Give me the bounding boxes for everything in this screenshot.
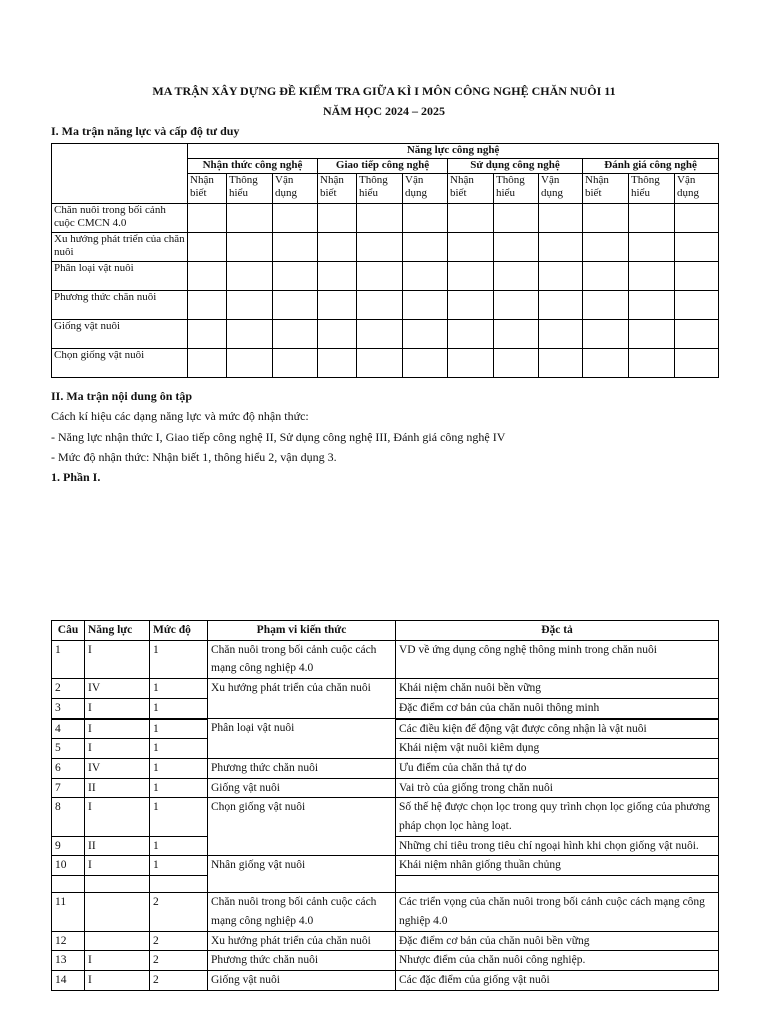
cell-cau: 12 — [52, 931, 85, 951]
matrix-cell — [318, 291, 357, 320]
matrix-cell — [357, 349, 403, 378]
cell-pham-vi: Giống vật nuôi — [208, 778, 396, 798]
matrix-cell — [188, 320, 227, 349]
cell-pham-vi: Xu hướng phát triển của chăn nuôi — [208, 679, 396, 718]
cell-muc-do: 1 — [150, 698, 208, 718]
cell-cau: 10 — [52, 856, 85, 876]
cell-dac-ta: Các đặc điểm của giống vật nuôi — [396, 970, 719, 990]
matrix-cell — [629, 262, 675, 291]
matrix-cell — [539, 349, 583, 378]
notes-line: - Mức độ nhận thức: Nhận biết 1, thông hiểu 2, vận dụng 3. — [51, 450, 337, 464]
matrix-cell — [188, 291, 227, 320]
table-row — [52, 931, 719, 951]
cell-dac-ta: Đặc điểm cơ bản của chăn nuôi bền vững — [396, 931, 719, 951]
cell-dac-ta: Các điều kiện để động vật được công nhận là vật nuôi — [396, 719, 719, 739]
cell-cau: 14 — [52, 970, 85, 990]
cell-dac-ta: Khái niệm nhân giống thuần chủng — [396, 856, 719, 876]
cell-pham-vi: Phân loại vật nuôi — [208, 718, 396, 758]
table-row — [52, 798, 719, 836]
matrix-cell — [403, 349, 448, 378]
row-label: Phân loại vật nuôi — [52, 262, 188, 291]
cell-nang-luc: I — [85, 640, 150, 678]
cell-muc-do: 1 — [150, 739, 208, 759]
matrix-cell — [273, 291, 318, 320]
cell-pham-vi: Nhân giống vật nuôi — [208, 856, 396, 893]
cell-muc-do: 1 — [150, 719, 208, 739]
cell-cau: 3 — [52, 698, 85, 718]
cell-dac-ta — [396, 876, 719, 893]
matrix-cell — [629, 233, 675, 262]
matrix-cell — [494, 291, 539, 320]
matrix-cell — [318, 262, 357, 291]
document-subtitle: NĂM HỌC 2024 – 2025 — [323, 104, 445, 118]
matrix-cell — [357, 204, 403, 233]
cell-nang-luc: I — [85, 970, 150, 990]
matrix-cell — [629, 291, 675, 320]
cell-muc-do: 1 — [150, 640, 208, 678]
group-header: Giao tiếp công nghệ — [318, 159, 448, 174]
matrix-cell — [675, 204, 719, 233]
matrix-cell — [227, 320, 273, 349]
matrix-cell — [494, 349, 539, 378]
document-title: MA TRẬN XÂY DỰNG ĐỀ KIỂM TRA GIỮA KÌ I MÔN CÔNG NGHỆ CHĂN NUÔI 11 — [152, 84, 616, 98]
cell-dac-ta: Các triển vọng của chăn nuôi trong bối cảnh cuộc cách mạng công nghiệp 4.0 — [396, 893, 719, 931]
matrix-cell — [539, 233, 583, 262]
cell-nang-luc: I — [85, 856, 150, 876]
cell-muc-do: 1 — [150, 856, 208, 876]
table-row — [52, 758, 719, 778]
table-row — [52, 291, 719, 320]
corner-cell — [52, 144, 188, 204]
group-header: Sử dụng công nghệ — [448, 159, 583, 174]
matrix-cell — [629, 320, 675, 349]
matrix-cell — [583, 349, 629, 378]
cell-muc-do: 1 — [150, 798, 208, 836]
matrix-cell — [629, 349, 675, 378]
header-cau: Câu — [52, 621, 85, 641]
matrix-cell — [539, 262, 583, 291]
cell-muc-do: 2 — [150, 893, 208, 931]
section1-heading: I. Ma trận năng lực và cấp độ tư duy — [51, 124, 240, 138]
table-row — [52, 679, 719, 699]
cell-cau: 2 — [52, 679, 85, 699]
cell-cau: 5 — [52, 739, 85, 759]
matrix-cell — [318, 320, 357, 349]
cell-dac-ta: Khái niệm vật nuôi kiêm dụng — [396, 739, 719, 759]
table-row — [52, 778, 719, 798]
table-row — [52, 233, 719, 262]
cell-nang-luc: IV — [85, 679, 150, 699]
cell-dac-ta: Đặc điểm cơ bản của chăn nuôi thông minh — [396, 698, 719, 718]
matrix-cell — [583, 262, 629, 291]
cell-cau: 11 — [52, 893, 85, 931]
cell-muc-do — [150, 876, 208, 893]
cell-muc-do: 2 — [150, 970, 208, 990]
cell-cau: 1 — [52, 640, 85, 678]
matrix-cell — [675, 291, 719, 320]
matrix-cell — [494, 320, 539, 349]
matrix-cell — [227, 204, 273, 233]
table-row — [52, 349, 719, 378]
cell-nang-luc: II — [85, 836, 150, 856]
matrix-cell — [539, 204, 583, 233]
header-dac-ta: Đặc tả — [396, 621, 719, 641]
cell-dac-ta: Khái niệm chăn nuôi bền vững — [396, 679, 719, 699]
matrix-cell — [357, 262, 403, 291]
matrix-cell — [357, 291, 403, 320]
cell-muc-do: 1 — [150, 778, 208, 798]
matrix-cell — [273, 320, 318, 349]
matrix-cell — [494, 262, 539, 291]
cell-cau: 13 — [52, 951, 85, 971]
cell-nang-luc: I — [85, 719, 150, 739]
cell-pham-vi: Phương thức chăn nuôi — [208, 758, 396, 778]
row-label: Giống vật nuôi — [52, 320, 188, 349]
matrix-cell — [494, 233, 539, 262]
matrix-cell — [675, 349, 719, 378]
cell-dac-ta: Vai trò của giống trong chăn nuôi — [396, 778, 719, 798]
matrix-cell — [675, 262, 719, 291]
matrix-cell — [448, 320, 494, 349]
matrix-cell — [675, 233, 719, 262]
matrix-cell — [318, 233, 357, 262]
matrix-cell — [318, 204, 357, 233]
matrix-cell — [583, 204, 629, 233]
matrix-cell — [539, 291, 583, 320]
level-header: Nhận biết — [583, 174, 629, 204]
matrix-cell — [448, 262, 494, 291]
cell-cau — [52, 876, 85, 893]
cell-nang-luc: I — [85, 798, 150, 836]
matrix-cell — [227, 262, 273, 291]
table-row — [52, 320, 719, 349]
matrix-cell — [357, 233, 403, 262]
table-row — [52, 893, 719, 931]
matrix-cell — [448, 291, 494, 320]
level-header: Vận dụng — [675, 174, 719, 204]
cell-nang-luc: I — [85, 698, 150, 718]
cell-muc-do: 2 — [150, 951, 208, 971]
cell-nang-luc: I — [85, 739, 150, 759]
header-nang-luc: Năng lực — [85, 621, 150, 641]
part1-heading: 1. Phần I. — [51, 470, 101, 484]
matrix-cell — [583, 233, 629, 262]
cell-cau: 7 — [52, 778, 85, 798]
cell-muc-do: 2 — [150, 931, 208, 951]
matrix-cell — [403, 291, 448, 320]
matrix-cell — [188, 262, 227, 291]
cell-nang-luc — [85, 876, 150, 893]
cell-cau: 8 — [52, 798, 85, 836]
matrix-cell — [357, 320, 403, 349]
cell-cau: 6 — [52, 758, 85, 778]
table-row — [52, 262, 719, 291]
cell-nang-luc — [85, 931, 150, 951]
row-label: Chăn nuôi trong bối cảnh cuộc CMCN 4.0 — [52, 204, 188, 233]
matrix-cell — [675, 320, 719, 349]
cell-pham-vi: Chọn giống vật nuôi — [208, 798, 396, 856]
matrix-cell — [318, 349, 357, 378]
cell-muc-do: 1 — [150, 758, 208, 778]
row-label: Phương thức chăn nuôi — [52, 291, 188, 320]
cell-pham-vi: Chăn nuôi trong bối cảnh cuộc cách mạng công nghiệp 4.0 — [208, 893, 396, 931]
cell-pham-vi: Giống vật nuôi — [208, 970, 396, 990]
matrix-cell — [583, 291, 629, 320]
matrix-cell — [273, 233, 318, 262]
matrix-cell — [273, 204, 318, 233]
cell-cau: 9 — [52, 836, 85, 856]
cell-dac-ta: Số thế hệ được chọn lọc trong quy trình chọn lọc giống của phương pháp chọn lọc hàng loạt. — [396, 798, 719, 836]
table-row — [52, 640, 719, 678]
matrix-cell — [583, 320, 629, 349]
matrix-cell — [227, 291, 273, 320]
header-pham-vi: Phạm vi kiến thức — [208, 621, 396, 641]
content-matrix-table — [51, 620, 719, 991]
matrix-cell — [448, 233, 494, 262]
table-row — [52, 204, 719, 233]
level-header: Vận dụng — [273, 174, 318, 204]
matrix-cell — [403, 204, 448, 233]
table-row — [52, 970, 719, 990]
matrix-cell — [188, 204, 227, 233]
section2-heading: II. Ma trận nội dung ôn tập — [51, 389, 193, 403]
level-header: Thông hiểu — [629, 174, 675, 204]
level-header: Nhận biết — [188, 174, 227, 204]
table1-top-header: Năng lực công nghệ — [188, 144, 719, 159]
matrix-cell — [273, 349, 318, 378]
cell-pham-vi: Phương thức chăn nuôi — [208, 951, 396, 971]
competency-matrix-table — [51, 143, 719, 378]
cell-muc-do: 1 — [150, 836, 208, 856]
cell-pham-vi: Chăn nuôi trong bối cảnh cuộc cách mạng công nghiệp 4.0 — [208, 640, 396, 678]
row-label: Xu hướng phát triển của chăn nuôi — [52, 233, 188, 262]
matrix-cell — [403, 320, 448, 349]
level-header: Nhận biết — [318, 174, 357, 204]
matrix-cell — [227, 233, 273, 262]
cell-nang-luc: I — [85, 951, 150, 971]
group-header: Đánh giá công nghệ — [583, 159, 719, 174]
matrix-cell — [539, 320, 583, 349]
cell-pham-vi: Xu hướng phát triển của chăn nuôi — [208, 931, 396, 951]
cell-dac-ta: VD về ứng dụng công nghệ thông minh trong chăn nuôi — [396, 640, 719, 678]
matrix-cell — [403, 262, 448, 291]
cell-nang-luc — [85, 893, 150, 931]
level-header: Vận dụng — [539, 174, 583, 204]
matrix-cell — [448, 204, 494, 233]
level-header: Thông hiểu — [227, 174, 273, 204]
matrix-cell — [188, 349, 227, 378]
cell-nang-luc: II — [85, 778, 150, 798]
notes-line: Cách kí hiệu các dạng năng lực và mức độ nhận thức: — [51, 409, 309, 423]
notes-line: - Năng lực nhận thức I, Giao tiếp công nghệ II, Sử dụng công nghệ III, Đánh giá công nghệ IV — [51, 430, 506, 444]
matrix-cell — [403, 233, 448, 262]
level-header: Thông hiểu — [357, 174, 403, 204]
cell-nang-luc: IV — [85, 758, 150, 778]
cell-dac-ta: Ưu điểm của chăn thả tự do — [396, 758, 719, 778]
header-muc-do: Mức độ — [150, 621, 208, 641]
cell-dac-ta: Nhược điểm của chăn nuôi công nghiệp. — [396, 951, 719, 971]
matrix-cell — [448, 349, 494, 378]
matrix-cell — [227, 349, 273, 378]
matrix-cell — [629, 204, 675, 233]
row-label: Chọn giống vật nuôi — [52, 349, 188, 378]
level-header: Vận dụng — [403, 174, 448, 204]
group-header: Nhận thức công nghệ — [188, 159, 318, 174]
matrix-cell — [494, 204, 539, 233]
matrix-cell — [273, 262, 318, 291]
cell-cau: 4 — [52, 719, 85, 739]
table-row — [52, 856, 719, 876]
cell-dac-ta: Những chỉ tiêu trong tiêu chí ngoại hình khi chọn giống vật nuôi. — [396, 836, 719, 856]
matrix-cell — [188, 233, 227, 262]
level-header: Nhận biết — [448, 174, 494, 204]
level-header: Thông hiểu — [494, 174, 539, 204]
table-row — [52, 951, 719, 971]
cell-muc-do: 1 — [150, 679, 208, 699]
